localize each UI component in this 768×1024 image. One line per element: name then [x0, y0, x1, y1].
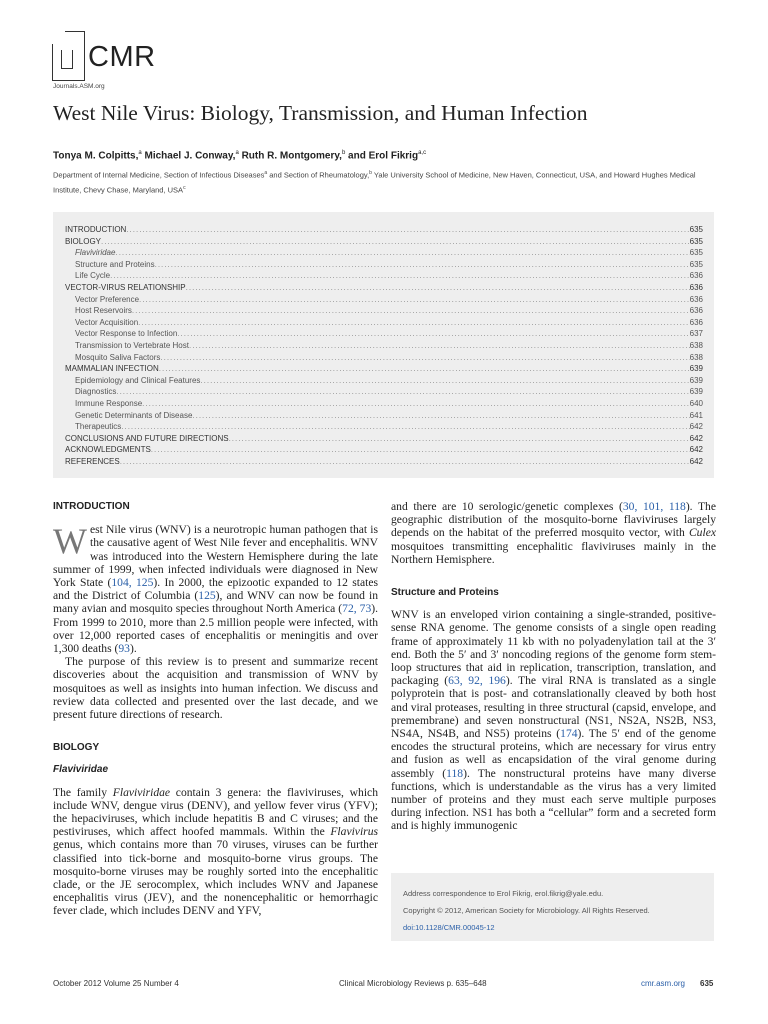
toc-entry[interactable]: [65, 340, 703, 352]
author: and Erol Fikrig: [345, 150, 419, 162]
footer-url[interactable]: cmr.asm.org: [641, 979, 686, 988]
text: The family: [53, 785, 113, 799]
text: ). The nonstructural proteins have many diverse functions, which is understandable as the virus has a very limited number of proteins and they must each serve multiple purposes during infection. NS1 has both a “cellular” form and a secreted form and is highly immunogenic: [391, 766, 716, 833]
paragraph: The purpose of this review is to present and summarize recent discoveries about the acquisition and transmission of WNV by mosquitoes as well as insights into human infection. We discuss and review data collected and presented over the last decade, and we present future directions of research.: [53, 655, 378, 722]
toc-entry[interactable]: [65, 398, 703, 410]
author: Tonya M. Colpitts,: [53, 150, 139, 162]
toc-entry-page: 641: [689, 410, 703, 420]
toc-entry-page: 636: [689, 271, 703, 281]
author-list: [53, 150, 426, 161]
toc-leader-dots: [120, 456, 690, 468]
toc-entry-page: 636: [689, 306, 703, 316]
subsection-heading: Structure and Proteins: [391, 587, 499, 599]
toc-entry-label: Vector Preference: [75, 294, 140, 304]
toc-entry-label: ACKNOWLEDGMENTS: [65, 445, 151, 455]
toc-entry[interactable]: [65, 317, 703, 329]
affil-text: Department of Internal Medicine, Section of Infectious Diseases: [53, 170, 265, 180]
toc-entry[interactable]: [65, 386, 703, 398]
toc-leader-dots: [101, 236, 690, 248]
text: WNV is an enveloped virion containing a single-stranded, positive-sense RNA genome. The genome consists of a single open reading frame of approximately 11 kb with no polyadenylation tail at the 3′ end. Both the 5′ and 3′ noncoding regions of the genome form stem-loop structures that aid in replication, transcription, translation, and packaging (: [391, 608, 716, 688]
toc-entry-label: Epidemiology and Clinical Features: [75, 375, 201, 385]
toc-entry-label: Immune Response: [75, 398, 143, 408]
affil-marker: a: [235, 150, 239, 156]
toc-entry[interactable]: [65, 224, 703, 236]
text: ). The geographic distribution of the mosquito-borne flaviviruses largely depends on the habitat of the preferred mosquito vector, with: [391, 500, 716, 540]
text: Culex: [688, 526, 716, 540]
toc-entry-label: VECTOR-VIRUS RELATIONSHIP: [65, 282, 186, 292]
affiliations: [53, 167, 723, 196]
affil-marker: b: [369, 170, 372, 176]
toc-leader-dots: [155, 259, 690, 271]
toc-entry-page: 640: [689, 398, 703, 408]
toc-entry-page: 642: [689, 433, 703, 443]
toc-leader-dots: [121, 421, 689, 433]
paragraph: [53, 523, 378, 655]
toc-leader-dots: [110, 270, 690, 282]
text: and there are 10 serologic/genetic complexes (: [391, 500, 623, 513]
toc-entry[interactable]: [65, 328, 703, 340]
citation-link[interactable]: 93: [118, 642, 130, 656]
toc-entry-page: 642: [689, 456, 703, 466]
affil-text: Yale University School of Medicine, New Haven, Connecticut, USA, and Howard Hughes Medical Institute, Chevy Chase, Maryland, USA: [53, 170, 696, 194]
toc-entry-label: Vector Acquisition: [75, 317, 139, 327]
toc-entry-label: Vector Response to Infection: [75, 329, 178, 339]
section-heading: BIOLOGY: [53, 742, 100, 754]
author: Ruth R. Montgomery,: [238, 150, 342, 162]
toc-entry[interactable]: [65, 352, 703, 364]
citation-link[interactable]: 72, 73: [342, 602, 372, 616]
toc-entry-label: Transmission to Vertebrate Host: [75, 340, 189, 350]
citation-link[interactable]: 174: [560, 727, 578, 741]
text: ). The 5′ end of the genome encodes the structural proteins, which are necessary for virus entry and fusion as well as encapsidation of the viral genome during assembly (: [391, 727, 717, 780]
toc-entry-page: 636: [689, 294, 703, 304]
citation-link[interactable]: 125: [198, 589, 216, 603]
text: mosquitoes transmitting encephalitic flaviviruses mainly in the Northern Hemisphere.: [391, 539, 716, 566]
toc-entry-label: Host Reservoirs: [75, 306, 132, 316]
toc-leader-dots: [177, 328, 689, 340]
paragraph: [391, 500, 716, 566]
toc-entry[interactable]: [65, 294, 703, 306]
table-of-contents: [53, 212, 714, 478]
toc-entry[interactable]: [65, 305, 703, 317]
toc-entry-page: 637: [689, 329, 703, 339]
toc-entry-label: BIOLOGY: [65, 236, 102, 246]
toc-leader-dots: [229, 433, 690, 445]
toc-leader-dots: [139, 294, 690, 306]
footer-page-number: 635: [700, 979, 714, 988]
toc-list: [65, 224, 703, 467]
toc-leader-dots: [138, 317, 689, 329]
toc-entry[interactable]: [65, 421, 703, 433]
text: genus, which contains more than 70 viruses, viruses can be further classified into tick-borne and mosquito-borne virus groups. The mosquito-borne viruses may be roughly sorted into the encephalitic clade, or the JE serocomplex, which includes WNV and Japanese encephalitis virus (JEV), and the nonencephalitic or hemorrhagic fever clade, which includes DENV and YFV,: [53, 838, 378, 918]
citation-link[interactable]: 104, 125: [111, 576, 154, 590]
toc-entry-page: 638: [689, 340, 703, 350]
toc-leader-dots: [115, 247, 689, 259]
citation-link[interactable]: 118: [446, 766, 464, 780]
toc-entry-label: Therapeutics: [75, 422, 122, 432]
journal-site: Journals.ASM.org: [53, 83, 105, 90]
toc-entry[interactable]: [65, 375, 703, 387]
text: Flavivirus: [330, 825, 378, 839]
toc-leader-dots: [116, 386, 689, 398]
section-heading: INTRODUCTION: [53, 501, 130, 512]
citation-link[interactable]: 63, 92, 196: [448, 674, 506, 688]
toc-entry-page: 638: [689, 352, 703, 362]
toc-entry[interactable]: [65, 236, 703, 248]
affil-marker: b: [341, 150, 346, 156]
copyright-notice: Copyright © 2012, American Society for Microbiology. All Rights Reserved.: [403, 906, 650, 915]
toc-entry-label: Diagnostics: [75, 387, 117, 397]
toc-leader-dots: [186, 282, 690, 294]
toc-entry[interactable]: [65, 259, 703, 271]
correspondence-address: Address correspondence to Erol Fikrig, erol.fikrig@yale.edu.: [403, 889, 604, 898]
text: contain 3 genera: the flaviviruses, which include WNV, dengue virus (DENV), and yellow fever virus (YFV); the hepaciviruses, which include hepatitis B and C viruses; and the pestiviruses, which affect hoofed mammals. Within the: [53, 785, 378, 839]
toc-entry-page: 639: [689, 375, 703, 385]
toc-entry[interactable]: [65, 456, 703, 468]
toc-entry-label: Life Cycle: [75, 271, 111, 281]
toc-entry-page: 636: [689, 317, 703, 327]
toc-leader-dots: [126, 224, 689, 236]
toc-entry-page: 642: [689, 445, 703, 455]
toc-leader-dots: [192, 410, 689, 422]
text: ). In 2000, the epizootic expanded to 12 states and the District of Columbia (: [53, 576, 378, 603]
toc-entry-label: Mosquito Saliva Factors: [75, 352, 161, 362]
toc-entry[interactable]: [65, 282, 703, 294]
drop-cap: W: [53, 521, 87, 562]
subsection-heading: Flaviviridae: [53, 764, 109, 776]
body-column-right: [391, 500, 716, 833]
body-column-left: [53, 500, 378, 918]
toc-leader-dots: [159, 363, 690, 375]
toc-entry[interactable]: [65, 433, 703, 445]
affil-text: and Section of Rheumatology,: [267, 170, 370, 180]
toc-entry-label: Genetic Determinants of Disease: [75, 410, 193, 420]
toc-entry-page: 635: [689, 236, 703, 246]
affil-marker: a: [264, 170, 268, 176]
affil-marker: a,c: [418, 150, 427, 156]
footer-issue: October 2012 Volume 25 Number 4: [53, 979, 179, 988]
author: Michael J. Conway,: [141, 150, 236, 162]
toc-entry[interactable]: [65, 363, 703, 375]
toc-entry-page: 635: [689, 225, 703, 234]
toc-entry[interactable]: [65, 247, 703, 259]
text: ). From 1999 to 2010, more than 2.5 million people were infected, with over 12,000 reported cases of encephalitis or meningitis and over 1,300 deaths (: [53, 602, 379, 656]
toc-entry[interactable]: [65, 444, 703, 456]
toc-entry-label: CONCLUSIONS AND FUTURE DIRECTIONS: [65, 433, 229, 443]
toc-leader-dots: [160, 352, 689, 364]
toc-entry-page: 642: [689, 422, 703, 432]
toc-entry-page: 635: [689, 259, 703, 269]
toc-entry-label: Structure and Proteins: [75, 259, 155, 269]
toc-leader-dots: [200, 375, 689, 387]
affil-marker: c: [183, 184, 186, 191]
toc-entry[interactable]: [65, 270, 703, 282]
paragraph: [53, 786, 378, 918]
correspondence-box: [391, 873, 714, 941]
toc-leader-dots: [142, 398, 689, 410]
logo-text: CMR: [88, 41, 156, 73]
toc-entry-label: Flaviviridae: [75, 248, 116, 258]
logo-mark-icon: [52, 31, 85, 81]
toc-entry-page: 636: [689, 282, 703, 292]
text: ).: [129, 642, 137, 656]
text: Flaviviridae: [112, 785, 171, 799]
toc-entry-page: 639: [689, 364, 703, 374]
affil-marker: a: [138, 150, 142, 156]
toc-entry[interactable]: [65, 410, 703, 422]
paragraph: [391, 608, 716, 832]
footer-journal: Clinical Microbiology Reviews p. 635–648: [339, 979, 487, 988]
toc-entry-label: REFERENCES: [65, 456, 120, 466]
text: ), and WNV can now be found in many avian and mosquito species throughout North America (: [53, 589, 378, 616]
text: est Nile virus (WNV) is a neurotropic human pathogen that is the causative agent of West Nile fever and encephalitis. WNV was introduced into the Western Hemisphere during the late summer of 1999, when infected individuals were diagnosed in New York State (: [53, 523, 378, 590]
citation-link[interactable]: 30, 101, 118: [622, 500, 686, 513]
toc-leader-dots: [189, 340, 690, 352]
toc-entry-page: 635: [689, 248, 703, 258]
toc-entry-label: MAMMALIAN INFECTION: [65, 364, 159, 374]
toc-leader-dots: [151, 444, 690, 456]
doi-link[interactable]: doi:10.1128/CMR.00045-12: [403, 923, 495, 932]
toc-leader-dots: [132, 305, 690, 317]
toc-entry-page: 639: [689, 387, 703, 397]
toc-entry-label: INTRODUCTION: [65, 225, 127, 234]
article-title: West Nile Virus: Biology, Transmission, and Human Infection: [53, 101, 588, 125]
text: ). The viral RNA is translated as a single polyprotein that is post- and cotranslationally cleaved by both host and viral proteases, resulting in three structural (capsid, envelope, and premembrane) and seven nonstructural (NS1, NS2A, NS2B, NS3, NS4A, NS4B, and NS5) proteins (: [391, 674, 716, 741]
